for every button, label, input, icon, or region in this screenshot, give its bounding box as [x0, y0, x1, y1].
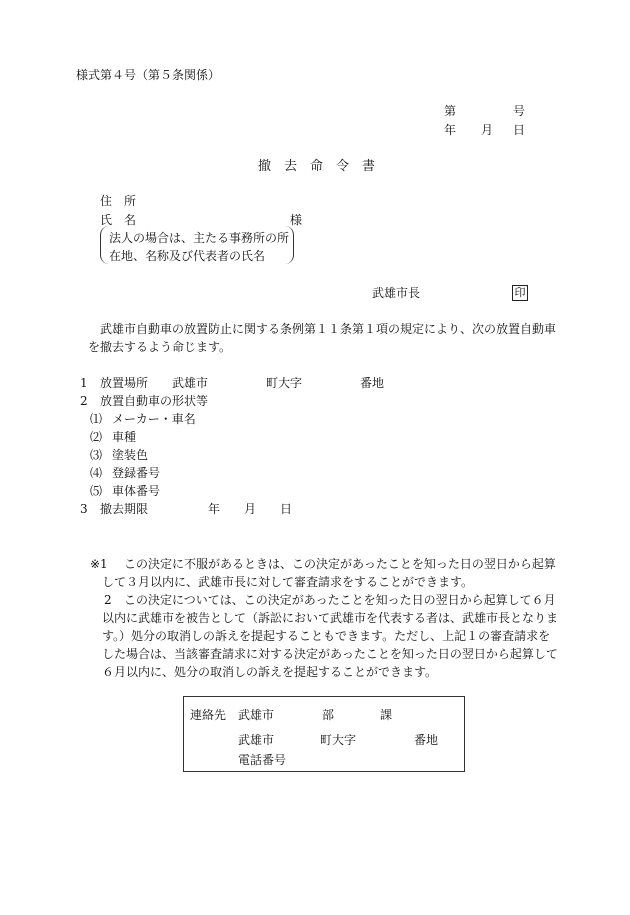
corporate-note-line1: 法人の場合は、主たる事務所の所: [109, 231, 290, 245]
note-1-line-1: この決定に不服があるときは、この決定があったことを知った日の翌日から起算: [124, 557, 556, 571]
sub-item-label: 車体番号: [112, 484, 161, 498]
item-3-number: 3: [80, 502, 88, 516]
sub-item-label: メーカー・車名: [112, 412, 196, 426]
date-year: 年: [444, 123, 457, 137]
sub-item-label: 登録番号: [112, 466, 161, 480]
contact-section: 課: [380, 708, 393, 722]
sub-item-label: 塗装色: [112, 448, 149, 462]
sub-item-number: ⑸: [90, 484, 103, 498]
deadline-month: 月: [244, 502, 257, 516]
sub-item-number: ⑶: [90, 448, 103, 462]
note-2-line-3: す。）処分の取消しの訴えを提起することもできます。ただし、上記１の審査請求を: [102, 629, 551, 643]
item-1-town: 町大字: [266, 376, 303, 390]
note-2-line-5: ６月以内に、処分の取消しの訴えを提起することができます。: [102, 665, 438, 679]
body-line-1: 武雄市自動車の放置防止に関する条例第１１条第１項の規定により、次の放置自動車: [100, 322, 557, 336]
body-line-2: を撤去するよう命じます。: [88, 340, 232, 354]
contact-phone-label: 電話番号: [238, 753, 287, 767]
item-3-label: 撤去期限: [100, 502, 149, 516]
address-label: 住 所: [100, 194, 137, 208]
date-month: 月: [481, 123, 494, 137]
sub-item-number: ⑷: [90, 466, 103, 480]
date-day: 日: [513, 123, 526, 137]
note-2-line-2: 以内に武雄市を被告として（訴訟において武雄市を代表する者は、武雄市長となりま: [102, 611, 559, 625]
seal-mark: 印: [512, 285, 528, 301]
item-1-lot: 番地: [360, 376, 385, 390]
sub-item-label: 車種: [112, 430, 137, 444]
note-2-mark: 2: [104, 593, 112, 607]
note-2-line-4: した場合は、当該審査請求に対する決定があったことを知った日の翌日から起算して: [102, 647, 558, 661]
contact-department: 部: [322, 708, 335, 722]
contact-label: 連絡先: [190, 708, 227, 722]
deadline-year: 年: [208, 502, 221, 516]
sub-item-number: ⑵: [90, 430, 103, 444]
item-2-number: 2: [80, 394, 88, 408]
item-1-city: 武雄市: [172, 376, 209, 390]
name-label: 氏 名: [100, 213, 137, 227]
sub-item-number: ⑴: [90, 412, 103, 426]
honorific-sama: 様: [290, 213, 303, 227]
contact-address-city: 武雄市: [238, 733, 275, 747]
corporate-note-line2: 在地、名称及び代表者の氏名: [109, 249, 266, 263]
contact-address-town: 町大字: [320, 733, 357, 747]
note-1-line-2: して３月以内に、武雄市長に対して審査請求をすることができます。: [102, 575, 474, 589]
contact-city: 武雄市: [238, 708, 275, 722]
form-number: 様式第４号（第５条関係）: [76, 68, 221, 82]
issuer-name: 武雄市長: [372, 286, 421, 300]
item-1-label: 放置場所: [100, 376, 149, 390]
document-title: 撤去命令書: [258, 159, 389, 174]
document-number-prefix: 第: [444, 104, 457, 118]
deadline-day: 日: [280, 502, 293, 516]
document-number-suffix: 号: [513, 104, 526, 118]
contact-address-lot: 番地: [414, 733, 439, 747]
note-1-mark: ※1: [90, 557, 108, 571]
item-1-number: 1: [80, 376, 88, 390]
item-2-label: 放置自動車の形状等: [100, 394, 209, 408]
note-2-line-1: この決定については、この決定があったことを知った日の翌日から起算して６月: [124, 593, 556, 607]
